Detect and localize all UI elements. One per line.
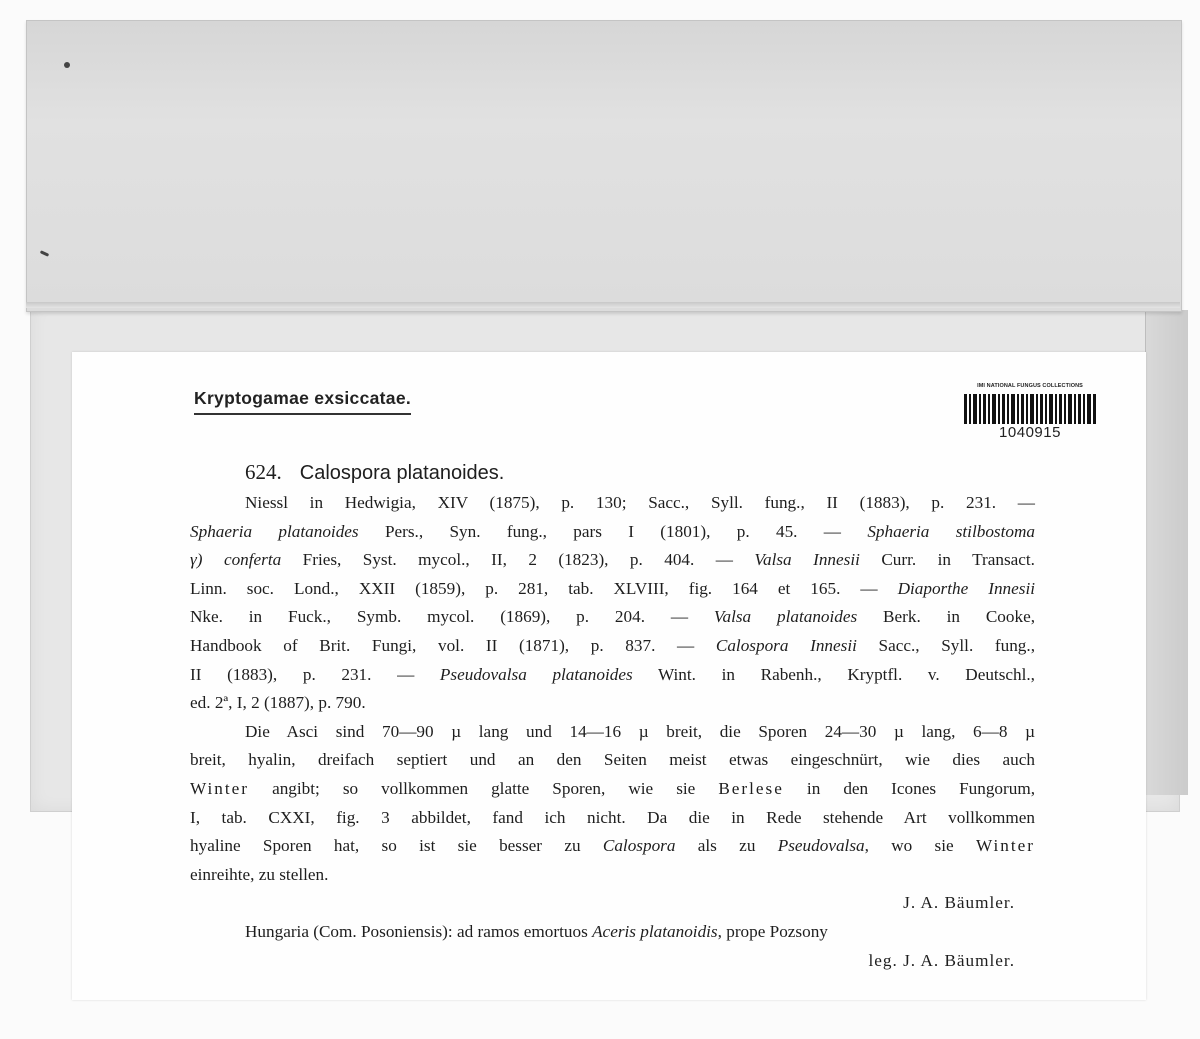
species-number: 624.	[245, 460, 282, 484]
species-heading	[245, 456, 1035, 489]
barcode-institution: IMI NATIONAL FUNGUS COLLECTIONS	[977, 383, 1083, 389]
envelope-side-edge	[1145, 310, 1188, 795]
synonymy-line: γ) conferta Fries, Syst. mycol., II, 2 (1823), p. 404. — Valsa Innesii Curr. in Transact.	[190, 550, 1035, 570]
collector-text: leg. J. A. Bäumler.	[868, 950, 1015, 970]
synonymy-line: Sphaeria platanoides Pers., Syn. fung., pars I (1801), p. 45. — Sphaeria stilbostoma	[190, 521, 1035, 541]
specimen-label	[72, 352, 1146, 1000]
envelope-fold-line	[26, 302, 1180, 308]
label-text	[190, 456, 1035, 975]
description-paragraph	[190, 718, 1035, 890]
barcode-number: 1040915	[999, 424, 1061, 441]
dust-speck	[64, 62, 70, 68]
synonymy-paragraph	[190, 489, 1035, 718]
description-line: I, tab. CXXI, fig. 3 abbildet, fand ich nicht. Da die in Rede stehende Art vollkommen	[190, 807, 1035, 827]
description-line: Die Asci sind 70—90 µ lang und 14—16 µ breit, die Sporen 24—30 µ lang, 6—8 µ	[245, 721, 1035, 741]
synonymy-line: Linn. soc. Lond., XXII (1859), p. 281, tab. XLVIII, fig. 164 et 165. — Diaporthe Innesii	[190, 578, 1035, 598]
synonymy-line: Niessl in Hedwigia, XIV (1875), p. 130; Sacc., Syll. fung., II (1883), p. 231. —	[245, 493, 1035, 512]
locality-text: Hungaria (Com. Posoniensis): ad ramos emortuos Aceris platanoidis, prope Pozsony	[245, 921, 828, 941]
barcode-icon	[964, 394, 1096, 424]
synonymy-line: II (1883), p. 231. — Pseudovalsa platanoides Wint. in Rabenh., Kryptfl. v. Deutschl.,	[190, 664, 1035, 684]
description-line: breit, hyalin, dreifach septiert und an den Seiten meist etwas eingeschnürt, wie dies auch	[190, 750, 1035, 770]
species-name: Calospora platanoides.	[299, 462, 505, 484]
envelope-flap	[26, 20, 1182, 312]
description-line: hyaline Sporen hat, so ist sie besser zu Calospora als zu Pseudovalsa, wo sie Winter	[190, 836, 1035, 856]
synonymy-line: Nke. in Fuck., Symb. mycol. (1869), p. 204. — Valsa platanoides Berk. in Cooke,	[190, 607, 1036, 627]
barcode-sticker	[960, 382, 1100, 454]
synonymy-line: ed. 2ª, I, 2 (1887), p. 790.	[190, 693, 366, 713]
description-line: einreihte, zu stellen.	[190, 864, 329, 884]
series-title: Kryptogamae exsiccatae.	[194, 388, 411, 415]
synonymy-line: Handbook of Brit. Fungi, vol. II (1871), p. 837. — Calospora Innesii Sacc., Syll. fung.,	[190, 635, 1035, 655]
description-line: Winter angibt; so vollkommen glatte Sporen, wie sie Berlese in den Icones Fungorum,	[190, 778, 1035, 798]
author-signature: J. A. Bäumler.	[903, 893, 1015, 913]
